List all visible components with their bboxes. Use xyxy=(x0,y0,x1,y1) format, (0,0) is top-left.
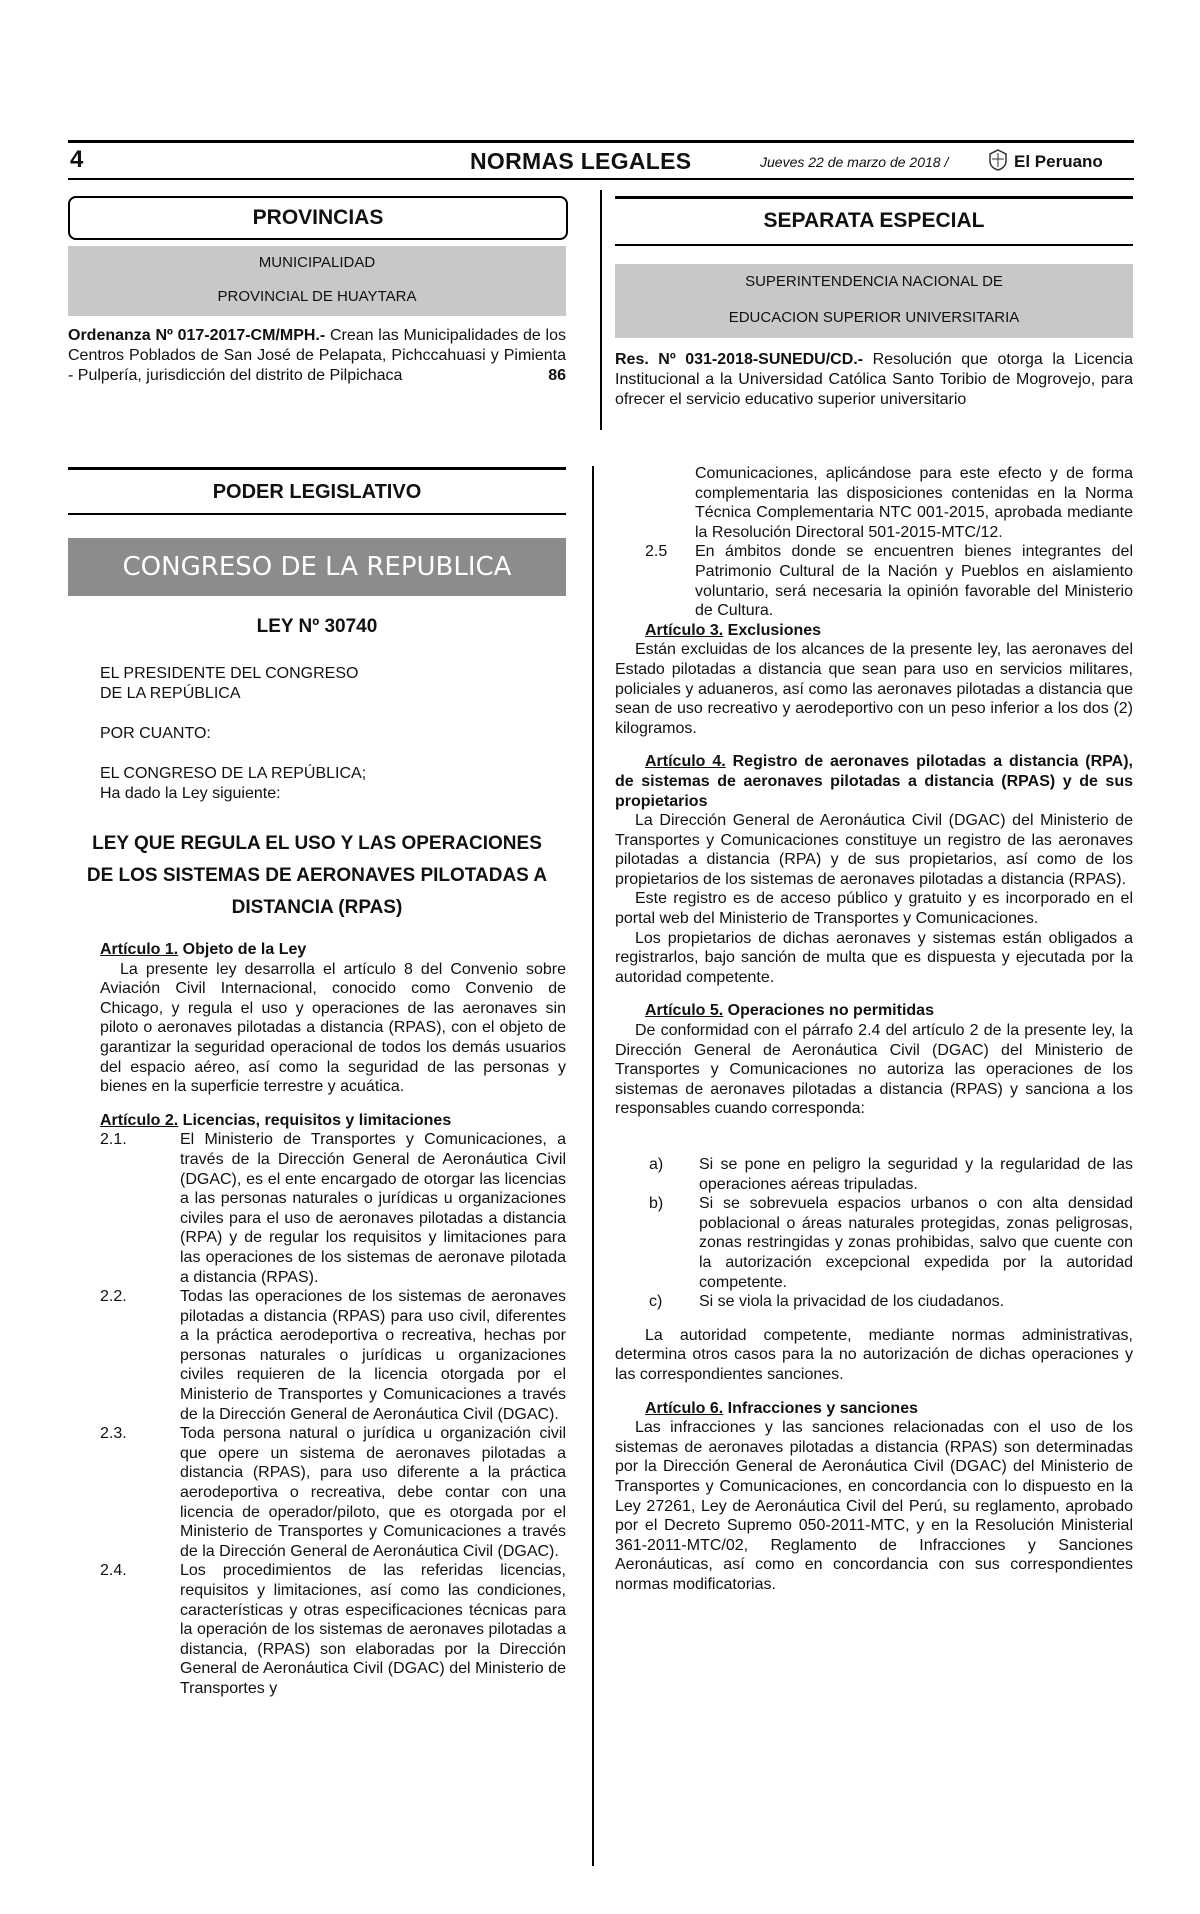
item-text: Si se sobrevuela espacios urbanos o con alta densidad poblacional o áreas naturales protegidas, zonas peligrosas, zonas restringidas y zonas prohibidas, salvo que cuente con la autorización excepcional expedida por la autoridad competente. xyxy=(699,1195,1133,1291)
list-item xyxy=(100,1130,566,1287)
separata-entity-line1: SUPERINTENDENCIA NACIONAL DE xyxy=(745,273,1003,290)
provincias-ref: Ordenanza Nº 017-2017-CM/MPH.- xyxy=(68,327,326,344)
por-cuanto: POR CUANTO: xyxy=(100,725,211,742)
article-4-label: Artículo 4. xyxy=(645,753,726,771)
congreso-banner: CONGRESO DE LA REPUBLICA xyxy=(68,538,566,596)
item-text: El Ministerio de Transportes y Comunicaciones, a través de la Dirección General de Aeronáutica Civil (DGAC), es el ente encargado de otorgar las licencias a las personas naturales o jurídicas u organizaciones civiles para el uso de aeronaves pilotadas a distancia (RPA) y de regular los requisitos y limitaciones para las operaciones de los sistemas de aeronave pilotada a distancia (RPAS). xyxy=(180,1131,566,1286)
publication-date: Jueves 22 de marzo de 2018 / xyxy=(760,154,949,170)
law-number: LEY Nº 30740 xyxy=(256,616,378,637)
header-bottom-rule xyxy=(68,178,1134,180)
section-title: NORMAS LEGALES xyxy=(470,148,692,174)
list-item xyxy=(100,1424,566,1561)
article-1-heading xyxy=(100,940,566,960)
article-6-heading xyxy=(615,1399,1133,1419)
provincias-heading: PROVINCIAS xyxy=(68,196,568,240)
provincias-summary xyxy=(68,326,566,386)
separata-ref: Res. Nº 031-2018-SUNEDU/CD.- xyxy=(615,351,864,368)
header-top-rule xyxy=(68,140,1134,143)
article-5-label: Artículo 5. xyxy=(645,1002,724,1020)
list-item xyxy=(615,542,1133,620)
article-2-heading xyxy=(100,1111,566,1131)
page-number: 4 xyxy=(70,146,84,173)
article-6-text: Las infracciones y las sanciones relacionadas con el uso de los sistemas de aeronaves pilotadas a distancia (RPAS) son determinadas por la Dirección General de Aeronáutica Civil (DGAC) del Ministerio de Transportes y Comunicaciones, en concordancia con lo dispuesto en la Ley 27261, Ley de Aeronáutica Civil del Perú, su reglamento, aprobado por el Decreto Supremo 050-2011-MTC, y en la Resolución Ministerial 361-2011-MTC/02, Reglamento de Infracciones y Sanciones Aeronáuticas, así como en concordancia con sus correspondientes normas modificatorias. xyxy=(615,1419,1133,1593)
law-title-line2: DE LOS SISTEMAS DE AERONAVES PILOTADAS A xyxy=(86,865,548,886)
separata-entity-line2: EDUCACION SUPERIOR UNIVERSITARIA xyxy=(728,309,1020,326)
article-5-closing: La autoridad competente, mediante normas administrativas, determina otros casos para la no autorización de dichas operaciones y las correspondientes sanciones. xyxy=(615,1326,1133,1383)
publication-name: El Peruano xyxy=(1014,152,1103,171)
article-5-text: De conformidad con el párrafo 2.4 del artículo 2 de la presente ley, la Dirección General de Aeronáutica Civil (DGAC) del Ministerio de Transportes y Comunicaciones no autoriza las operaciones de los sistemas de aeronaves pilotadas a distancia (RPAS) y sanciona a los responsables cuando corresponda: xyxy=(615,1022,1133,1118)
item-text: Los procedimientos de las referidas licencias, requisitos y limitaciones, así como las condiciones, características y otras especificaciones técnicas para la operación de los sistemas de aeronaves pilotadas a distancia, (RPAS) son elaboradas por la Dirección General de Aeronáutica Civil (DGAC) del Ministerio de Transportes y xyxy=(180,1562,566,1697)
item-text: Comunicaciones, aplicándose para este efecto y de forma complementaria las disposiciones contenidas en la Norma Técnica Complementaria NTC 001-2015, aprobada mediante la Resolución Directoral 501-2015-MTC/12. xyxy=(695,465,1133,541)
item-letter: a) xyxy=(649,1156,664,1173)
congreso-line: EL CONGRESO DE LA REPÚBLICA; xyxy=(100,765,367,782)
article-2-label: Artículo 2. xyxy=(100,1111,179,1129)
list-item xyxy=(100,1287,566,1424)
item-number: 2.1. xyxy=(100,1131,127,1149)
article-3-title: Exclusiones xyxy=(723,621,822,639)
article-4-heading xyxy=(615,752,1133,811)
article-4-text-1: La Dirección General de Aeronáutica Civil (DGAC) del Ministerio de Transportes y Comunicaciones constituye un registro de las aeronaves pilotadas a distancia (RPA) y de sus propietarios, así como de los propietarios de los sistemas de aeronaves pilotadas a distancia (RPAS). xyxy=(615,812,1133,888)
presidente-line2: DE LA REPÚBLICA xyxy=(100,685,241,702)
provincias-entity xyxy=(68,246,566,316)
item-text: Si se viola la privacidad de los ciudadanos. xyxy=(699,1293,1005,1311)
presidente-block xyxy=(100,664,358,704)
poder-legislativo-top-rule xyxy=(68,467,566,470)
coat-of-arms-icon xyxy=(986,148,1010,172)
article-1-text: La presente ley desarrolla el artículo 8 del Convenio sobre Aviación Civil Internacional, conocido como Convenio de Chicago, y regula el uso y operaciones de las aeronaves sin piloto o aeronaves pilotadas a distancia (RPAS), con el objeto de garantizar la seguridad operacional de todos los demás usuarios del espacio aéreo, así como la seguridad de las personas y bienes en la superficie terrestre y acuática. xyxy=(100,960,566,1096)
item-number: 2.2. xyxy=(100,1288,127,1306)
law-title-line3: DISTANCIA (RPAS) xyxy=(231,897,403,918)
separata-summary xyxy=(615,350,1133,410)
item-number: 2.5 xyxy=(645,543,668,561)
item-number: 2.4. xyxy=(100,1562,127,1580)
article-1-title: Objeto de la Ley xyxy=(178,941,307,958)
congreso-block xyxy=(100,764,366,804)
article-4-text-2: Este registro es de acceso público y gratuito y es incorporado en el portal web del Ministerio de Transportes y Comunicaciones. xyxy=(615,890,1133,928)
column-divider-main xyxy=(592,466,594,1866)
article-2-title: Licencias, requisitos y limitaciones xyxy=(178,1111,452,1129)
list-item xyxy=(615,1292,1133,1312)
separata-top-rule xyxy=(615,196,1133,199)
article-1-label: Artículo 1. xyxy=(100,941,179,958)
list-item-continuation xyxy=(615,464,1133,542)
left-column-body xyxy=(100,940,566,1699)
right-column-body xyxy=(615,464,1133,1594)
law-title xyxy=(70,828,564,924)
article-3-heading xyxy=(615,621,1133,641)
article-3-text: Están excluidas de los alcances de la presente ley, las aeronaves del Estado pilotadas a distancia que sean para uso en servicios militares, policiales y aduaneros, así como las aeronaves pilotadas a distancia que sean de uso recreativo y aerodeportivo con un peso inferior a los dos (2) kilogramos. xyxy=(615,641,1133,737)
article-5-title: Operaciones no permitidas xyxy=(723,1002,934,1020)
item-text: En ámbitos donde se encuentren bienes integrantes del Patrimonio Cultural de la Nación y Pueblos en aislamiento voluntario, será necesaria la opinión favorable del Ministerio de Cultura. xyxy=(695,543,1133,620)
list-item xyxy=(100,1561,566,1698)
ha-dado-line: Ha dado la Ley siguiente: xyxy=(100,785,281,802)
article-3-label: Artículo 3. xyxy=(645,621,724,639)
item-text: Todas las operaciones de los sistemas de aeronaves pilotadas a distancia (RPAS) para uso civil, diferentes a la práctica aerodeportiva o recreativa, hechas por personas naturales o jurídicas u organizaciones civiles requieren de la licencia otorgada por el Ministerio de Transportes y Comunicaciones a través de la Dirección General de Aeronáutica Civil (DGAC). xyxy=(180,1288,566,1423)
item-letter: b) xyxy=(649,1195,664,1213)
poder-legislativo-heading: PODER LEGISLATIVO xyxy=(212,481,422,503)
item-text: Toda persona natural o jurídica u organización civil que opere un sistema de aeronaves pilotadas a distancia (RPAS), para uso diferente a la práctica aerodeportiva o recreativa, debe contar con una licencia de operador/piloto, que es otorgada por el Ministerio de Transportes y Comunicaciones a través de la Dirección General de Aeronáutica Civil (DGAC). xyxy=(180,1425,566,1560)
separata-heading: SEPARATA ESPECIAL xyxy=(763,209,985,232)
separata-text: Resolución que otorga la Licencia Institucional a la Universidad Católica Santo Toribio de Mogrovejo, para ofrecer el servicio educativo superior universitario xyxy=(615,351,1134,408)
separata-entity xyxy=(615,264,1133,338)
law-title-line1: LEY QUE REGULA EL USO Y LAS OPERACIONES xyxy=(92,833,542,854)
list-item xyxy=(615,1194,1133,1292)
item-letter: c) xyxy=(649,1293,663,1311)
presidente-line1: EL PRESIDENTE DEL CONGRESO xyxy=(100,665,359,682)
article-4-text-3: Los propietarios de dichas aeronaves y sistemas están obligados a registrarlos, bajo sanción de multa que es dispuesta y ejecutada por la autoridad competente. xyxy=(615,929,1133,986)
article-6-label: Artículo 6. xyxy=(645,1399,724,1417)
poder-legislativo-bottom-rule xyxy=(68,513,566,515)
provincias-entity-line2: PROVINCIAL DE HUAYTARA xyxy=(217,288,417,305)
article-6-title: Infracciones y sanciones xyxy=(723,1399,918,1417)
article-5-heading xyxy=(615,1001,1133,1021)
provincias-page: 86 xyxy=(548,367,566,384)
provincias-text: Crean las Municipalidades de los Centros Poblados de San José de Pelapata, Pichccahuasi y Pimienta - Pulpería, jurisdicción del distrito de Pilpichaca xyxy=(68,327,567,384)
provincias-entity-line1: MUNICIPALIDAD xyxy=(258,254,376,271)
item-text: Si se pone en peligro la seguridad y la regularidad de las operaciones aéreas tripuladas. xyxy=(699,1156,1133,1193)
separata-bottom-rule xyxy=(615,244,1133,246)
item-number: 2.3. xyxy=(100,1425,127,1443)
list-item xyxy=(615,1155,1133,1194)
article-4-title: Registro de aeronaves pilotadas a distancia (RPA), de sistemas de aeronaves pilotadas a distancia (RPAS) y de sus propietarios xyxy=(615,753,1133,810)
column-divider-top xyxy=(600,190,602,430)
